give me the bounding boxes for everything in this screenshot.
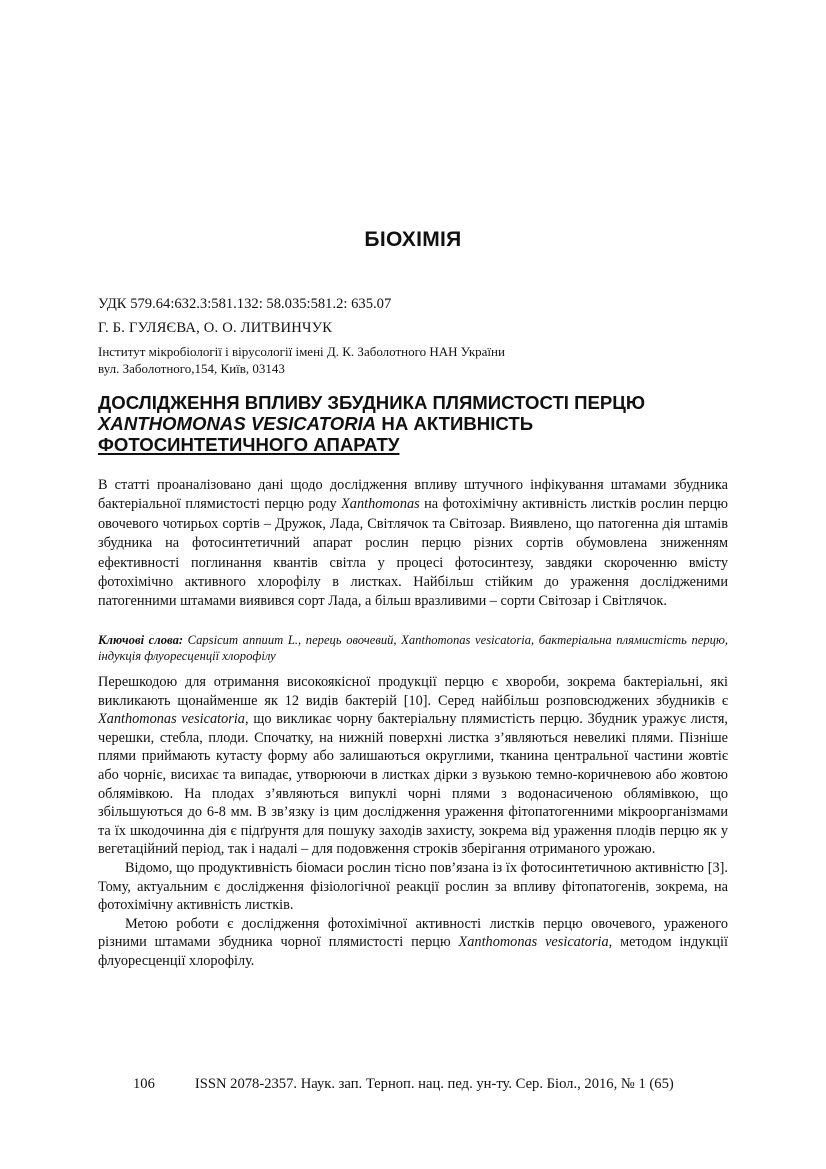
abstract	[98, 476, 728, 612]
paragraph-1-species: Xanthomonas vesicatoria	[98, 711, 245, 728]
paragraph-2: Відомо, що продуктивність біомаси рослин тісно пов’язана із їх фотосинтетичною активністю [3]. Тому, актуальним є дослідження фізіологічної реакції рослин за впливу фітопатогенів, зокрема, на фотохімічну активність листків.	[98, 859, 728, 914]
keywords	[98, 632, 728, 664]
paragraph-1-text-b: , що викликає чорну бактеріальну плямистість перцю. Збудник уражує листя, черешки, стебла, плоди. Спочатку, на нижній поверхні листка з’являються невеликі плями. Пізніше плями приймають кутасту форму або залишаються округлими, тканина центральної частини жовтіє або чорніє, висихає та випадає, утворюючи в листках дірки з вузькою темно-коричневою або жовтою облямівкою. На плодах з’являються випуклі чорні плями з водонасиченою облямівкою, що збільшуються до 6-8 мм. В зв’язку із цим дослідження ураження фітопатогенними мікроорганізмами та їх шкодочинна дія є підґрунтя для пошуку заходів захисту, зокрема від ураження плодів перцю як у вегетаційний період, так і надалі – для подовження строків зберігання отриманого урожаю.	[98, 711, 728, 858]
article-title	[98, 392, 738, 455]
abstract-genus: Xanthomonas	[341, 496, 420, 513]
paragraph-1	[98, 673, 728, 859]
abstract-text-1: В статті проаналізовано дані щодо дослідження впливу штучного інфікування штамами збудника бактеріальної плямистості перцю роду	[98, 477, 728, 513]
paragraph-3-text-b: , методом індукції флуоресценції хлорофілу.	[98, 934, 728, 969]
keywords-label: Ключові слова:	[98, 633, 184, 647]
paragraph-1-text-a: Перешкодою для отримання високоякісної продукції перцю є хвороби, зокрема бактеріальні, які викликають щонайменше як 12 видів бактерій [10]. Серед найбільш розповсюджених збудників є	[98, 674, 728, 709]
affiliation-address: вул. Заболотного,154, Київ, 03143	[98, 361, 285, 376]
affiliation-institute: Інститут мікробіології і вірусології імені Д. К. Заболотного НАН України	[98, 344, 505, 359]
page-number: 106	[133, 1076, 155, 1092]
title-line-1: ДОСЛІДЖЕННЯ ВПЛИВУ ЗБУДНИКА ПЛЯМИСТОСТІ ПЕРЦЮ	[98, 392, 646, 413]
paragraph-3	[98, 915, 728, 971]
body-text	[98, 673, 728, 971]
paragraph-3-text-a: Метою роботи є дослідження фотохімічної активності листків перцю овочевого, ураженого різними штамами збудника чорної плямистості перцю	[98, 915, 728, 951]
paragraph-3-species: Xanthomonas vesicatoria	[458, 934, 609, 951]
title-species: XANTHOMONAS VESICATORIA	[98, 413, 377, 434]
authors: Г. Б. ГУЛЯЄВА, О. О. ЛИТВИНЧУК	[98, 320, 333, 336]
page-footer	[133, 1076, 674, 1093]
title-line-2	[98, 413, 738, 434]
abstract-text-2: на фотохімічну активність листків рослин перцю овочевого чотирьох сортів – Дружок, Лада, Світлячок та Світозар. Виявлено, що патогенна дія штамів збудника на фотосинтетичний апарат рослин перцю різних сортів обумовлена зниженням ефективності поглинання квантів світла у процесі фотосинтезу, завдяки скороченню вмісту фотохімічно активного хлорофілу в листках. Найбільш стійким до ураження дослідженими патогенними штамами виявився сорт Лада, а більш вразливими – сорти Світозар і Світлячок.	[98, 496, 728, 610]
udk-code: УДК 579.64:632.3:581.132: 58.035:581.2: 635.07	[98, 296, 392, 312]
title-line-2-rest: НА АКТИВНІСТЬ	[376, 413, 534, 434]
journal-issn: ISSN 2078-2357. Наук. зап. Терноп. нац. пед. ун-ту. Сер. Біол., 2016, № 1 (65)	[194, 1076, 674, 1092]
section-title: БІОХІМІЯ	[364, 228, 462, 251]
keywords-text: Capsicum annuum L., перець овочевий, Xanthomonas vesicatoria, бактеріальна плямистість перцю, індукція флуоресценції хлорофілу	[98, 633, 728, 663]
title-line-3: ФОТОСИНТЕТИЧНОГО АПАРАТУ	[98, 434, 400, 455]
